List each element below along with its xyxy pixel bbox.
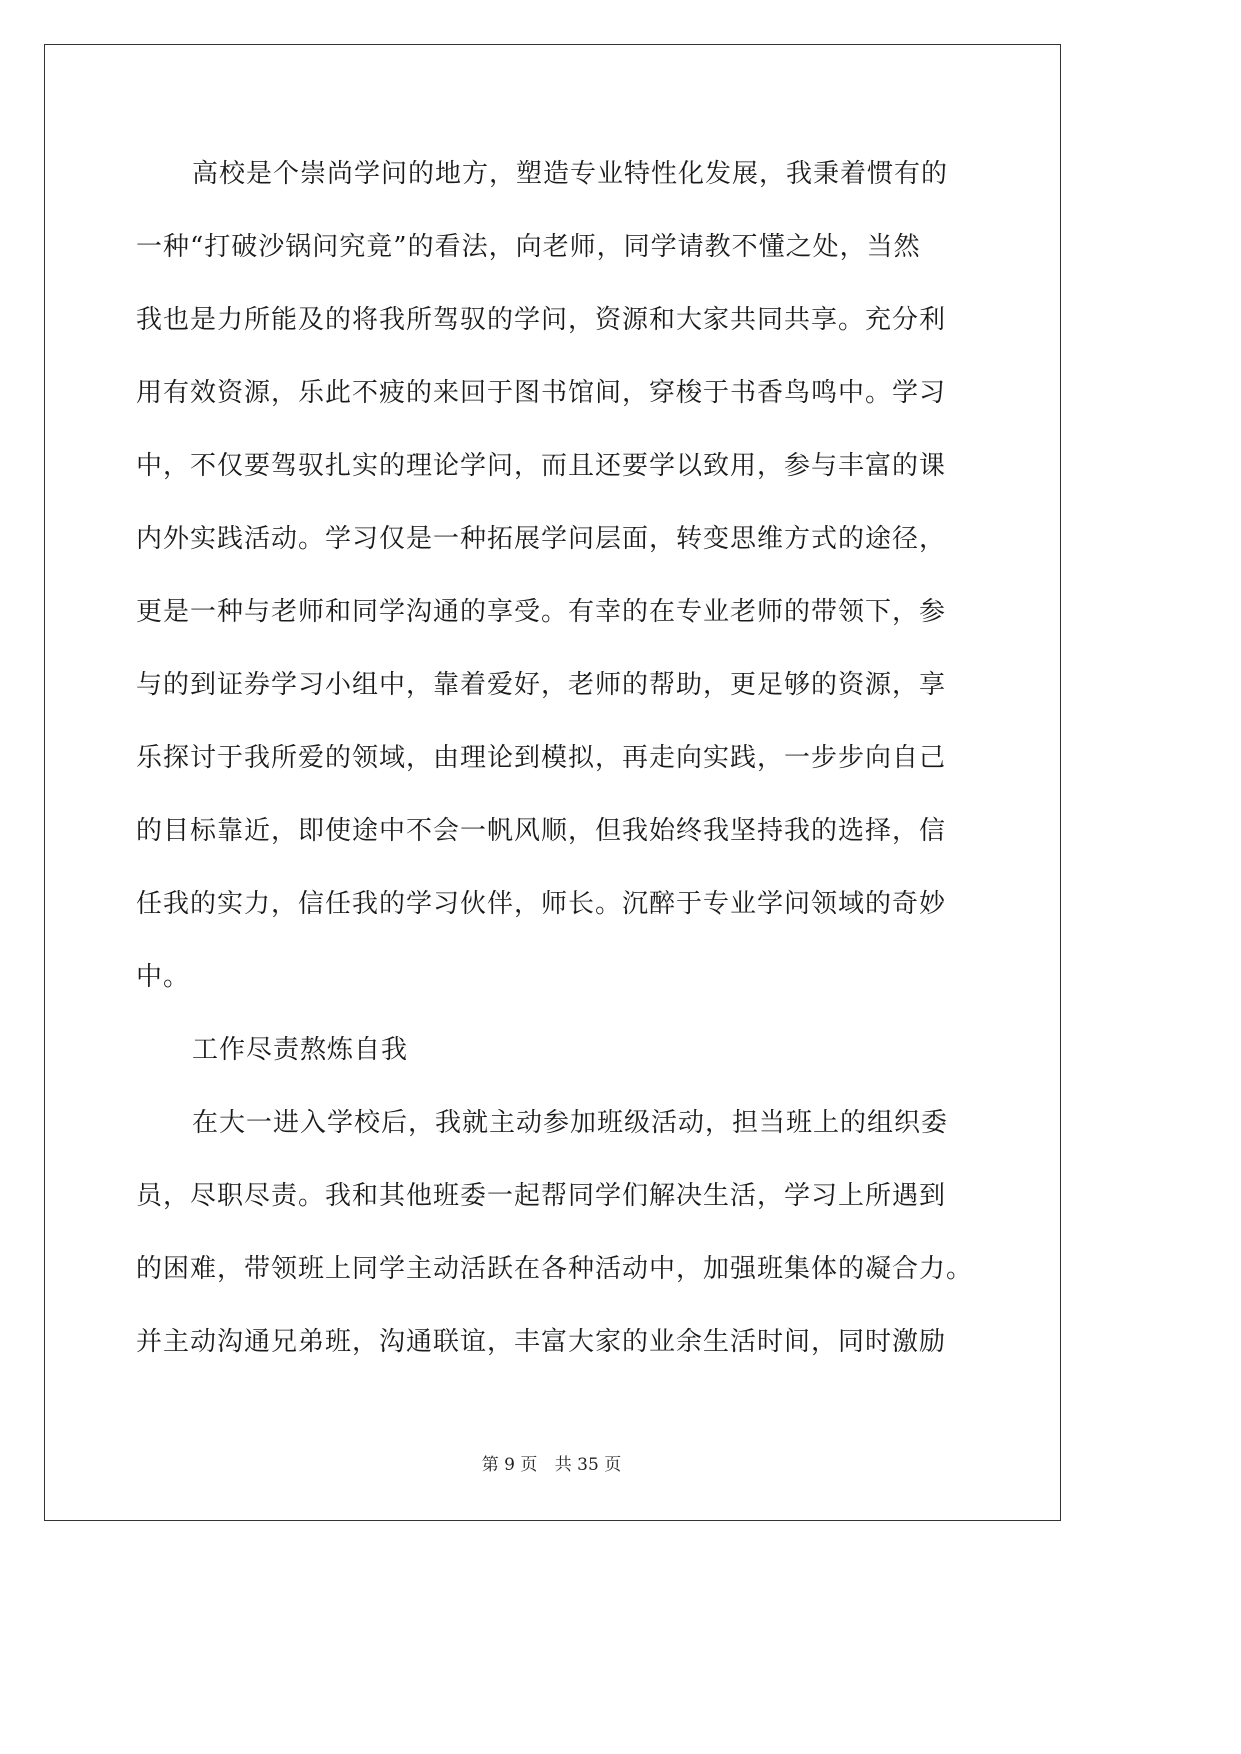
paragraph-line: 一种“打破沙锅问究竟”的看法，向老师，同学请教不懂之处，当然 xyxy=(136,232,921,262)
paragraph-line: 在大一进入学校后，我就主动参加班级活动，担当班上的组织委 xyxy=(192,1108,949,1138)
paragraph-line: 任我的实力，信任我的学习伙伴，师长。沉醉于专业学问领域的奇妙 xyxy=(136,889,947,919)
paragraph-line: 并主动沟通兄弟班，沟通联谊，丰富大家的业余生活时间，同时激励 xyxy=(136,1327,947,1357)
paragraph-line: 乐探讨于我所爱的领域，由理论到模拟，再走向实践，一步步向自己 xyxy=(136,743,947,773)
paragraph-line: 高校是个崇尚学问的地方，塑造专业特性化发展，我秉着惯有的 xyxy=(192,159,949,189)
paragraph-line: 的困难，带领班上同学主动活跃在各种活动中，加强班集体的凝合力。 xyxy=(136,1254,974,1284)
paragraph-line: 内外实践活动。学习仅是一种拓展学问层面，转变思维方式的途径， xyxy=(136,524,947,554)
paragraph-line: 中。 xyxy=(136,962,191,992)
paragraph-line: 我也是力所能及的将我所驾驭的学问，资源和大家共同共享。充分利 xyxy=(136,305,947,335)
page-footer xyxy=(0,1450,1103,1475)
paragraph-line: 员，尽职尽责。我和其他班委一起帮同学们解决生活，学习上所遇到 xyxy=(136,1181,947,1211)
document-body xyxy=(136,138,976,1379)
paragraph-line: 与的到证券学习小组中，靠着爱好，老师的帮助，更足够的资源，享 xyxy=(136,670,947,700)
section-heading: 工作尽责熬炼自我 xyxy=(192,1035,409,1065)
paragraph-line: 用有效资源，乐此不疲的来回于图书馆间，穿梭于书香鸟鸣中。学习 xyxy=(136,378,947,408)
paragraph-line: 中，不仅要驾驭扎实的理论学问，而且还要学以致用，参与丰富的课 xyxy=(136,451,947,481)
paragraph-line: 更是一种与老师和同学沟通的享受。有幸的在专业老师的带领下，参 xyxy=(136,597,947,627)
page-total: 共 35 页 xyxy=(554,1455,622,1475)
paragraph-line: 的目标靠近，即使途中不会一帆风顺，但我始终我坚持我的选择，信 xyxy=(136,816,947,846)
page-number: 第 9 页 xyxy=(481,1455,538,1475)
